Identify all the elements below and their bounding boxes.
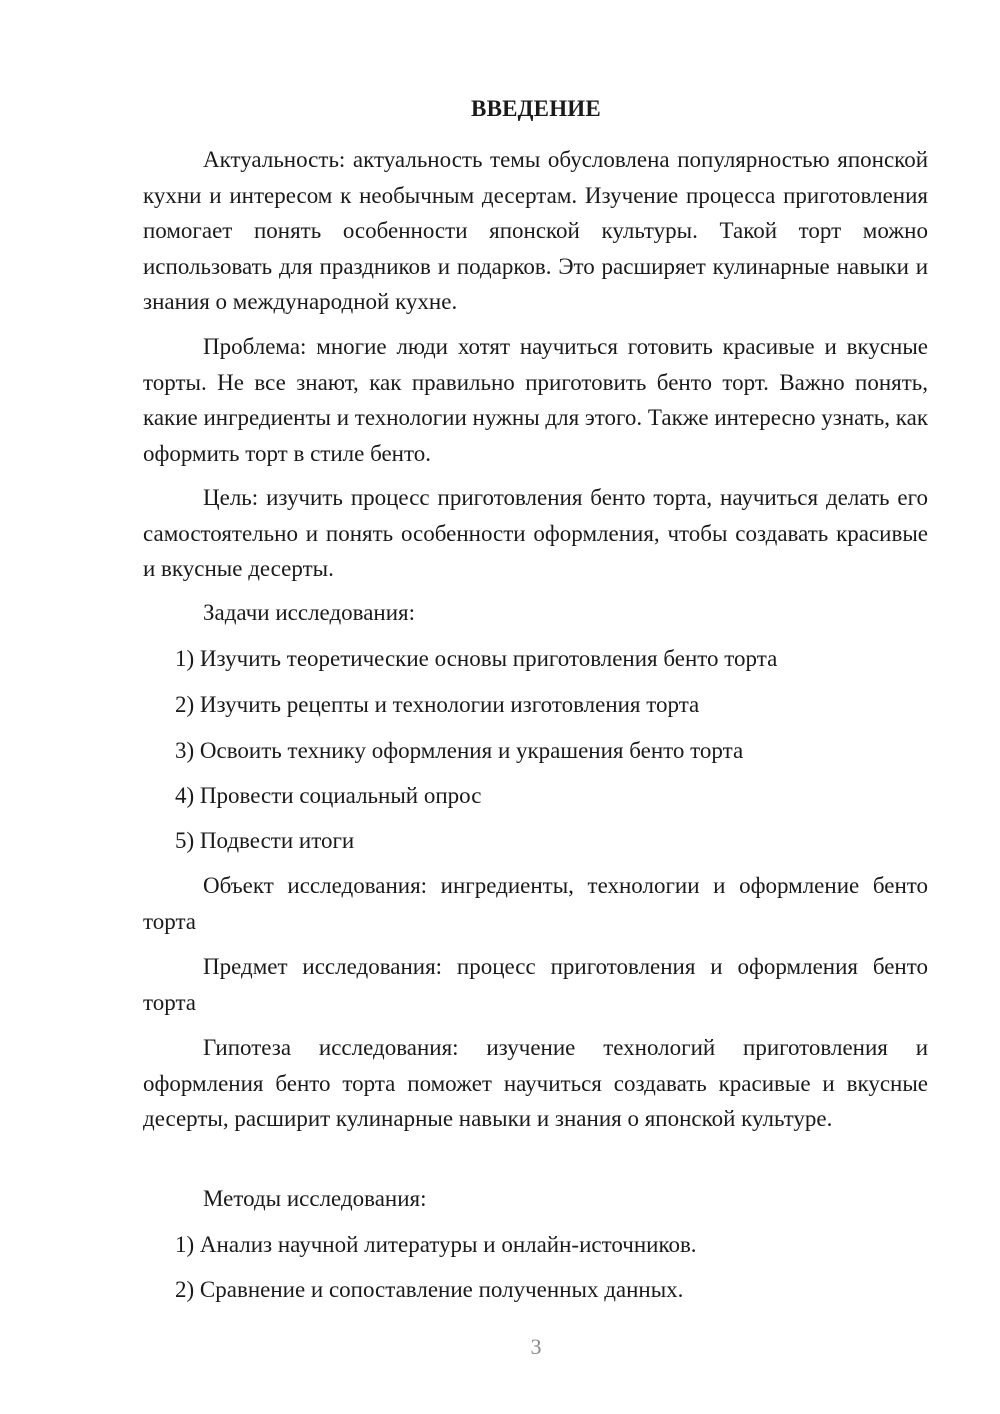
page-number: 3 <box>530 1334 542 1359</box>
page-title: ВВЕДЕНИЕ <box>471 96 601 121</box>
problem-paragraph: Проблема: многие люди хотят научиться готовить красивые и вкусные торты. Не все знают, как правильно приготовить бенто торт. Важно понять, какие ингредиенты и технологии нужны для этого. Также интересно узнать, как оформить торт в стиле бенто. <box>143 334 928 466</box>
methods-heading: Методы исследования: <box>203 1186 427 1211</box>
method-item-1: 1) Анализ научной литературы и онлайн-источников. <box>175 1232 697 1257</box>
task-item-1: 1) Изучить теоретические основы приготовления бенто торта <box>175 646 778 671</box>
task-item-3: 3) Освоить технику оформления и украшения бенто торта <box>175 738 744 763</box>
task-item-4: 4) Провести социальный опрос <box>175 783 482 808</box>
object-paragraph: Объект исследования: ингредиенты, технологии и оформление бенто торта <box>143 873 928 934</box>
tasks-heading: Задачи исследования: <box>203 600 416 625</box>
task-item-5: 5) Подвести итоги <box>175 828 355 853</box>
hypothesis-paragraph: Гипотеза исследования: изучение технологий приготовления и оформления бенто торта поможет научиться создавать красивые и вкусные десерты, расширит кулинарные навыки и знания о японской культуре. <box>143 1035 928 1131</box>
subject-paragraph: Предмет исследования: процесс приготовления и оформления бенто торта <box>143 954 928 1015</box>
method-item-2: 2) Сравнение и сопоставление полученных данных. <box>175 1277 684 1302</box>
task-item-2: 2) Изучить рецепты и технологии изготовления торта <box>175 692 700 717</box>
relevance-paragraph: Актуальность: актуальность темы обусловлена популярностью японской кухни и интересом к необычным десертам. Изучение процесса приготовления помогает понять особенности японской культуры. Такой торт можно использовать для праздников и подарков. Это расширяет кулинарные навыки и знания о международной кухне. <box>143 147 928 314</box>
goal-paragraph: Цель: изучить процесс приготовления бенто торта, научиться делать его самостоятельно и понять особенности оформления, чтобы создавать красивые и вкусные десерты. <box>143 485 928 581</box>
